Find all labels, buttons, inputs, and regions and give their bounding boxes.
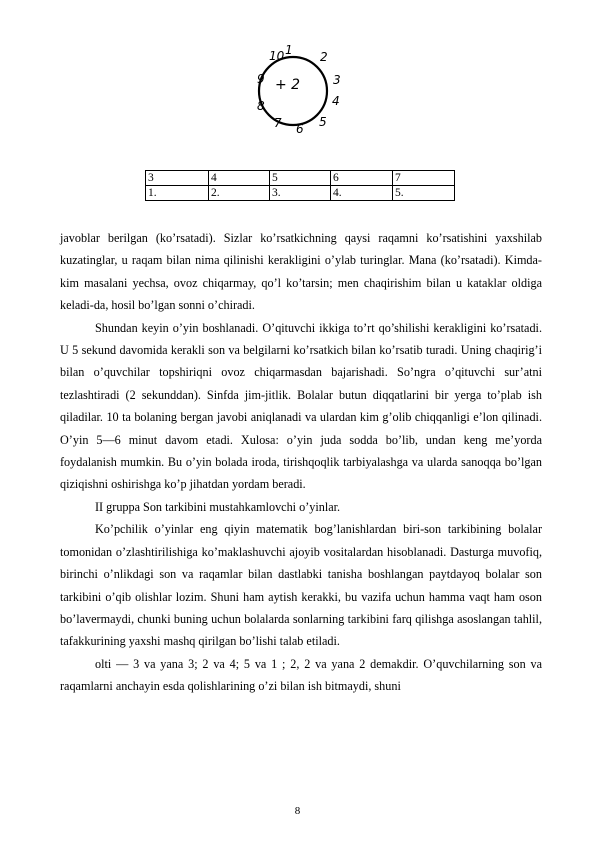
circle-number-9: 9 [257, 72, 265, 86]
table-cell: 3 [146, 171, 209, 186]
table-cell: 2. [209, 186, 270, 201]
circle-number-3: 3 [333, 73, 341, 87]
paragraph: olti — 3 va yana 3; 2 va 4; 5 va 1 ; 2, 2 va yana 2 demakdir. O’quvchilarning son va raqamlarni anchayin esda qolishlarining o’zi bilan ish bitmaydi, shuni [60, 656, 542, 694]
table-cell: 5. [393, 186, 455, 201]
circle-number-7: 7 [274, 116, 282, 130]
circle-number-2: 2 [320, 50, 328, 64]
table-cell: 6 [331, 171, 393, 186]
circle-number-8: 8 [257, 99, 265, 113]
number-circle-figure [251, 44, 343, 136]
table-cell: 1. [146, 186, 209, 201]
table-cell: 4 [209, 171, 270, 186]
table-cell: 7 [393, 171, 455, 186]
table-row [146, 186, 455, 201]
circle-number-10: 10 [269, 49, 285, 63]
circle-number-6: 6 [296, 122, 304, 136]
paragraph: Shundan keyin o’yin boshlanadi. O’qituvchi ikkiga to’rt qo’shilishi kerakligini ko’rsatadi. U 5 sekund davomida kerakli son va belgilarni ko’rsatkich bilan ko’rsatib turadi. Uning chaqirig’i bilan o’quvchilar topshiriqni ovoz chiqarmasdan bajarishadi. So’ngra o’qituvchi sur’atni tezlashtiradi (2 sekunddan). Sinfda jim-jitlik. Bolalar butun diqqatlarini bir yerga to’plab ish qiladilar. 10 ta bolaning bergan javobi aniqlanadi va ulardan kim g’olib chiqqanligi e’lon qilinadi. O’yin 5—6 minut davom etadi. Xulosa: o’yin juda sodda bo’lib, undan keng me’yorda foydalanish mumkin. Bu o’yin bolada iroda, tirishqoqlik tarbiyalashga va ularda sanoqqa bo’lgan qiziqishni oshirishga ko’p jihatdan yordam beradi. [60, 320, 542, 492]
circle-number-5: 5 [319, 115, 327, 129]
circle-number-4: 4 [332, 94, 340, 108]
circle-number-1: 1 [285, 43, 293, 57]
number-table [145, 170, 455, 201]
table-cell: 5 [270, 171, 331, 186]
paragraph: Ko’pchilik o’yinlar eng qiyin matematik bog’lanishlardan biri-son tarkibining bolalar tomonidan o’zlashtirilishiga ko’maklashuvchi ajoyib vositalardan hisoblanadi. Dasturga muvofiq, birinchi o’nlikdagi son va raqamlar bilan dastlabki tanisha boshlangan paytdayoq bolalar son tarkibini o’qib olishlar lozim. Shuni ham aytish kerakki, bu vazifa uchun hamma vaqt ham oson bo’lavermaydi, chunki buning uchun bolalarda sonlarning tarkibini farq qilishga asoslangan tahlil, tafakkurining yaxshi mashq qirilgan bo’lishi talab etiladi. [60, 522, 542, 649]
table-cell: 3. [270, 186, 331, 201]
table-cell: 4. [331, 186, 393, 201]
section-heading: II gruppa Son tarkibini mustahkamlovchi o’yinlar. [95, 499, 341, 514]
center-label: + 2 [275, 77, 301, 93]
body-text [60, 227, 542, 698]
paragraph: javoblar berilgan (ko’rsatadi). Sizlar ko’rsatkichning qaysi raqamni ko’rsatishini yaxshilab kuzatinglar, u raqam bilan nima qilinishi kerakligini o’ylab turinglar. Mana (ko’rsatadi). Kimda-kim masalani yechsa, ovoz chiqarmay, qo’l ko’tarsin; men chaqirishim bilan u kataklar oldiga keladi-da, hosil bo’lgan sonni o’chiradi. [60, 231, 542, 313]
page-number: 8 [294, 805, 301, 817]
table-row [146, 171, 455, 186]
